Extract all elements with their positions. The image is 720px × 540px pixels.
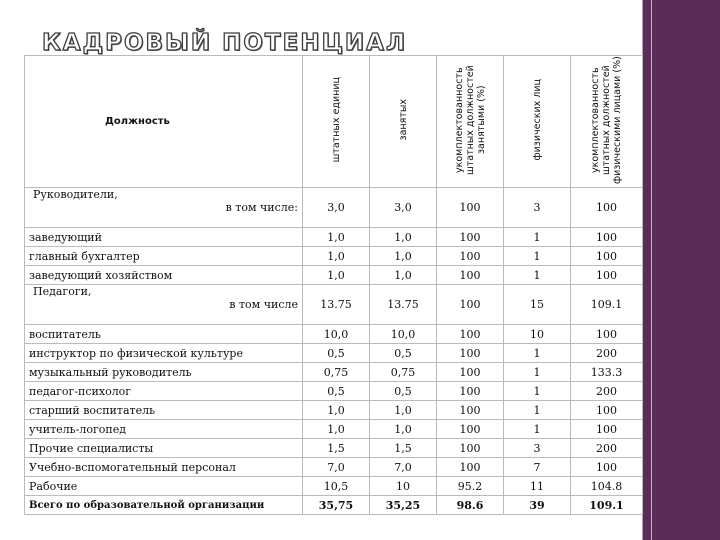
cell-value: 200 bbox=[571, 439, 643, 458]
table-row bbox=[25, 477, 643, 496]
cell-value: 109.1 bbox=[571, 285, 643, 325]
cell-value: 10 bbox=[370, 477, 437, 496]
cell-value: 100 bbox=[437, 401, 504, 420]
table-row bbox=[25, 420, 643, 439]
cell-value: 1 bbox=[504, 228, 571, 247]
header-col-1: штатных единиц bbox=[303, 56, 370, 188]
table-row bbox=[25, 325, 643, 344]
row-label: заведующий хозяйством bbox=[25, 266, 303, 285]
cell-value: 1 bbox=[504, 382, 571, 401]
header-col-2: занятых bbox=[370, 56, 437, 188]
cell-value: 100 bbox=[571, 228, 643, 247]
table-row bbox=[25, 363, 643, 382]
row-label: Учебно-вспомогательный персонал bbox=[25, 458, 303, 477]
group-sublabel: в том числе: bbox=[225, 201, 298, 214]
cell-value: 0,75 bbox=[370, 363, 437, 382]
cell-value: 100 bbox=[571, 325, 643, 344]
cell-value: 39 bbox=[504, 496, 571, 515]
cell-value: 100 bbox=[437, 439, 504, 458]
cell-value: 10,0 bbox=[303, 325, 370, 344]
row-label bbox=[25, 285, 303, 325]
cell-value: 3 bbox=[504, 439, 571, 458]
cell-value: 13.75 bbox=[303, 285, 370, 325]
cell-value: 1,0 bbox=[370, 401, 437, 420]
page-title: КАДРОВЫЙ ПОТЕНЦИАЛ bbox=[42, 30, 408, 56]
header-col-4: физических лиц bbox=[504, 56, 571, 188]
cell-value: 10,5 bbox=[303, 477, 370, 496]
table-row bbox=[25, 439, 643, 458]
cell-value: 100 bbox=[437, 363, 504, 382]
header-col-5: укомплектованность штатных должностей физическими лицами (%) bbox=[571, 56, 643, 188]
cell-value: 1 bbox=[504, 401, 571, 420]
row-label: Рабочие bbox=[25, 477, 303, 496]
cell-value: 0,5 bbox=[303, 344, 370, 363]
cell-value: 100 bbox=[437, 382, 504, 401]
cell-value: 15 bbox=[504, 285, 571, 325]
cell-value: 104.8 bbox=[571, 477, 643, 496]
cell-value: 100 bbox=[437, 325, 504, 344]
table-row bbox=[25, 401, 643, 420]
cell-value: 1,0 bbox=[370, 247, 437, 266]
cell-value: 100 bbox=[437, 247, 504, 266]
cell-value: 100 bbox=[437, 344, 504, 363]
group-label: Педагоги, bbox=[33, 285, 92, 298]
cell-value: 100 bbox=[437, 266, 504, 285]
cell-value: 100 bbox=[571, 458, 643, 477]
cell-value: 7,0 bbox=[303, 458, 370, 477]
row-label: Всего по образовательной организации bbox=[25, 496, 303, 515]
table-row bbox=[25, 228, 643, 247]
cell-value: 200 bbox=[571, 382, 643, 401]
cell-value: 100 bbox=[571, 420, 643, 439]
cell-value: 1 bbox=[504, 363, 571, 382]
cell-value: 1,0 bbox=[370, 228, 437, 247]
cell-value: 1 bbox=[504, 344, 571, 363]
cell-value: 0,75 bbox=[303, 363, 370, 382]
cell-value: 13.75 bbox=[370, 285, 437, 325]
cell-value: 100 bbox=[571, 401, 643, 420]
cell-value: 0,5 bbox=[370, 344, 437, 363]
table-row bbox=[25, 266, 643, 285]
cell-value: 3,0 bbox=[370, 188, 437, 228]
row-label: музыкальный руководитель bbox=[25, 363, 303, 382]
cell-value: 100 bbox=[571, 188, 643, 228]
cell-value: 100 bbox=[437, 285, 504, 325]
cell-value: 100 bbox=[437, 228, 504, 247]
header-row bbox=[25, 56, 643, 188]
table-row bbox=[25, 247, 643, 266]
cell-value: 1,5 bbox=[370, 439, 437, 458]
row-label: Прочие специалисты bbox=[25, 439, 303, 458]
cell-value: 7 bbox=[504, 458, 571, 477]
row-label bbox=[25, 188, 303, 228]
cell-value: 100 bbox=[571, 266, 643, 285]
cell-value: 11 bbox=[504, 477, 571, 496]
cell-value: 95.2 bbox=[437, 477, 504, 496]
row-label: главный бухгалтер bbox=[25, 247, 303, 266]
cell-value: 10,0 bbox=[370, 325, 437, 344]
staff-table bbox=[24, 55, 643, 515]
cell-value: 0,5 bbox=[303, 382, 370, 401]
cell-value: 3 bbox=[504, 188, 571, 228]
table-row bbox=[25, 188, 643, 228]
cell-value: 3,0 bbox=[303, 188, 370, 228]
cell-value: 1,0 bbox=[303, 247, 370, 266]
row-label: инструктор по физической культуре bbox=[25, 344, 303, 363]
cell-value: 0,5 bbox=[370, 382, 437, 401]
cell-value: 10 bbox=[504, 325, 571, 344]
cell-value: 200 bbox=[571, 344, 643, 363]
group-label: Руководители, bbox=[33, 188, 118, 201]
row-label: заведующий bbox=[25, 228, 303, 247]
cell-value: 133.3 bbox=[571, 363, 643, 382]
row-label: педагог-психолог bbox=[25, 382, 303, 401]
cell-value: 1 bbox=[504, 247, 571, 266]
sidebar-stripe bbox=[651, 0, 652, 540]
cell-value: 1 bbox=[504, 266, 571, 285]
header-position: Должность bbox=[25, 56, 303, 188]
cell-value: 1,0 bbox=[303, 401, 370, 420]
cell-value: 100 bbox=[437, 420, 504, 439]
cell-value: 1,5 bbox=[303, 439, 370, 458]
cell-value: 1,0 bbox=[303, 420, 370, 439]
cell-value: 1,0 bbox=[370, 266, 437, 285]
row-label: воспитатель bbox=[25, 325, 303, 344]
cell-value: 100 bbox=[437, 458, 504, 477]
cell-value: 109.1 bbox=[571, 496, 643, 515]
cell-value: 7,0 bbox=[370, 458, 437, 477]
table-row bbox=[25, 285, 643, 325]
cell-value: 1,0 bbox=[370, 420, 437, 439]
group-sublabel: в том числе bbox=[229, 298, 298, 311]
cell-value: 100 bbox=[437, 188, 504, 228]
cell-value: 1 bbox=[504, 420, 571, 439]
header-col-3: укомплектованность штатных должностей занятыми (%) bbox=[437, 56, 504, 188]
cell-value: 1,0 bbox=[303, 228, 370, 247]
cell-value: 35,25 bbox=[370, 496, 437, 515]
decorative-sidebar bbox=[642, 0, 720, 540]
cell-value: 35,75 bbox=[303, 496, 370, 515]
cell-value: 98.6 bbox=[437, 496, 504, 515]
table-row bbox=[25, 458, 643, 477]
cell-value: 100 bbox=[571, 247, 643, 266]
row-label: старший воспитатель bbox=[25, 401, 303, 420]
row-label: учитель-логопед bbox=[25, 420, 303, 439]
table-row bbox=[25, 344, 643, 363]
table-body bbox=[25, 188, 643, 515]
table-row bbox=[25, 382, 643, 401]
cell-value: 1,0 bbox=[303, 266, 370, 285]
table-row bbox=[25, 496, 643, 515]
